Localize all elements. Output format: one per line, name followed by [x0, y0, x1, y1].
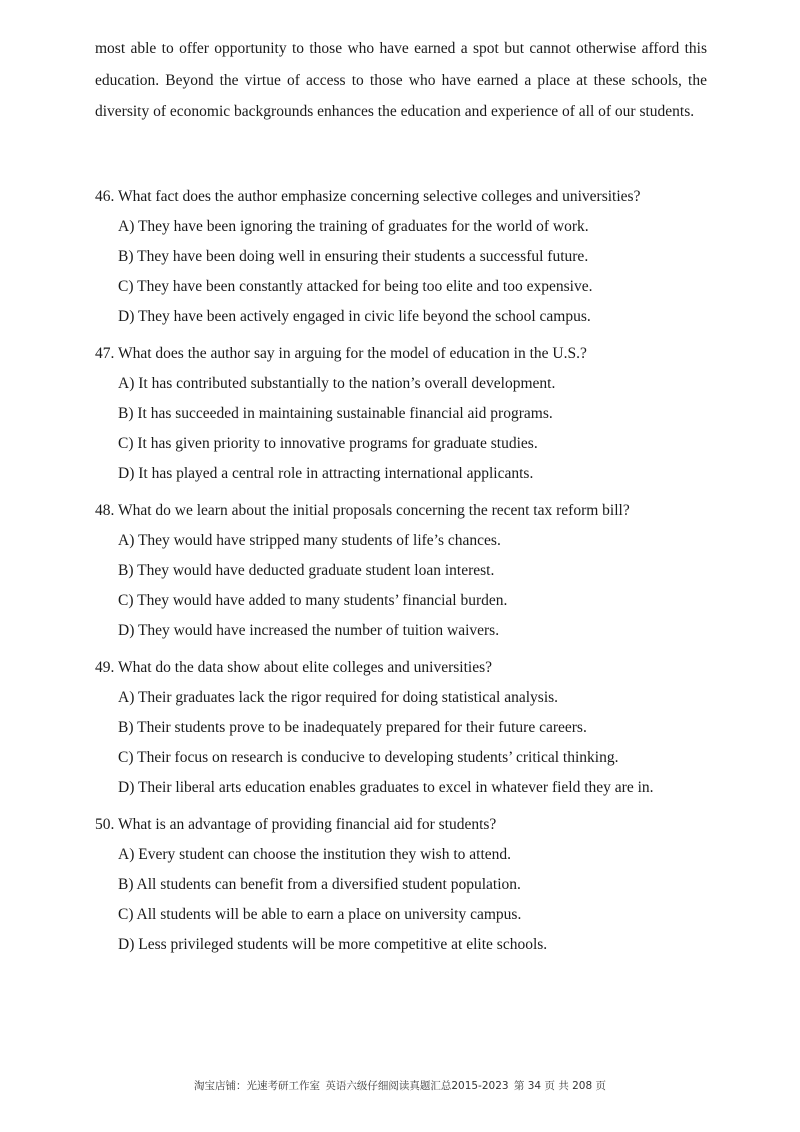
option-c: C) They would have added to many students’ financial burden.: [118, 592, 508, 609]
question-stem: 50. What is an advantage of providing financial aid for students?: [95, 816, 497, 833]
option-a: A) It has contributed substantially to the nation’s overall development.: [118, 375, 556, 392]
footer-title: 英语六级仔细阅读真题汇总2015-2023: [325, 1080, 509, 1092]
passage-text-block: [95, 33, 707, 128]
option-b: B) All students can benefit from a diversified student population.: [118, 876, 521, 893]
option-b: B) Their students prove to be inadequately prepared for their future careers.: [118, 719, 587, 736]
option-c: C) All students will be able to earn a place on university campus.: [118, 906, 522, 923]
question-48: [95, 496, 735, 646]
option-c: C) Their focus on research is conducive to developing students’ critical thinking.: [118, 749, 619, 766]
option-a: A) They have been ignoring the training of graduates for the world of work.: [118, 218, 589, 235]
option-d: D) It has played a central role in attracting international applicants.: [118, 465, 534, 482]
footer-shop: 淘宝店铺：光速考研工作室: [193, 1080, 320, 1092]
option-b: B) It has succeeded in maintaining sustainable financial aid programs.: [118, 405, 553, 422]
option-d: D) Less privileged students will be more competitive at elite schools.: [118, 936, 548, 953]
option-d: D) They would have increased the number of tuition waivers.: [118, 622, 500, 639]
option-d: D) Their liberal arts education enables graduates to excel in whatever field they are in.: [118, 779, 654, 796]
option-a: A) They would have stripped many students of life’s chances.: [118, 532, 501, 549]
option-b: B) They would have deducted graduate student loan interest.: [118, 562, 495, 579]
question-47: [95, 339, 735, 489]
question-stem: 48. What do we learn about the initial proposals concerning the recent tax reform bill?: [95, 502, 630, 519]
footer-page-number: 第 34 页 共 208 页: [513, 1080, 606, 1092]
question-stem: 49. What do the data show about elite colleges and universities?: [95, 659, 493, 676]
option-a: A) Every student can choose the institution they wish to attend.: [118, 846, 512, 863]
question-46: [95, 182, 735, 332]
option-c: C) They have been constantly attacked for being too elite and too expensive.: [118, 278, 593, 295]
question-stem: 46. What fact does the author emphasize concerning selective colleges and universities?: [95, 188, 641, 205]
page-footer: [0, 1078, 800, 1093]
passage-paragraph: most able to offer opportunity to those who have earned a spot but cannot otherwise afford this education. Beyond the virtue of access to those who have earned a place at these schools, the diversity of economic backgrounds enhances the education and experience of all of our students.: [95, 40, 707, 120]
question-50: [95, 810, 735, 960]
question-49: [95, 653, 735, 803]
option-a: A) Their graduates lack the rigor required for doing statistical analysis.: [118, 689, 559, 706]
option-d: D) They have been actively engaged in civic life beyond the school campus.: [118, 308, 591, 325]
option-c: C) It has given priority to innovative programs for graduate studies.: [118, 435, 538, 452]
question-list: [95, 182, 735, 967]
question-stem: 47. What does the author say in arguing for the model of education in the U.S.?: [95, 345, 587, 362]
option-b: B) They have been doing well in ensuring their students a successful future.: [118, 248, 589, 265]
